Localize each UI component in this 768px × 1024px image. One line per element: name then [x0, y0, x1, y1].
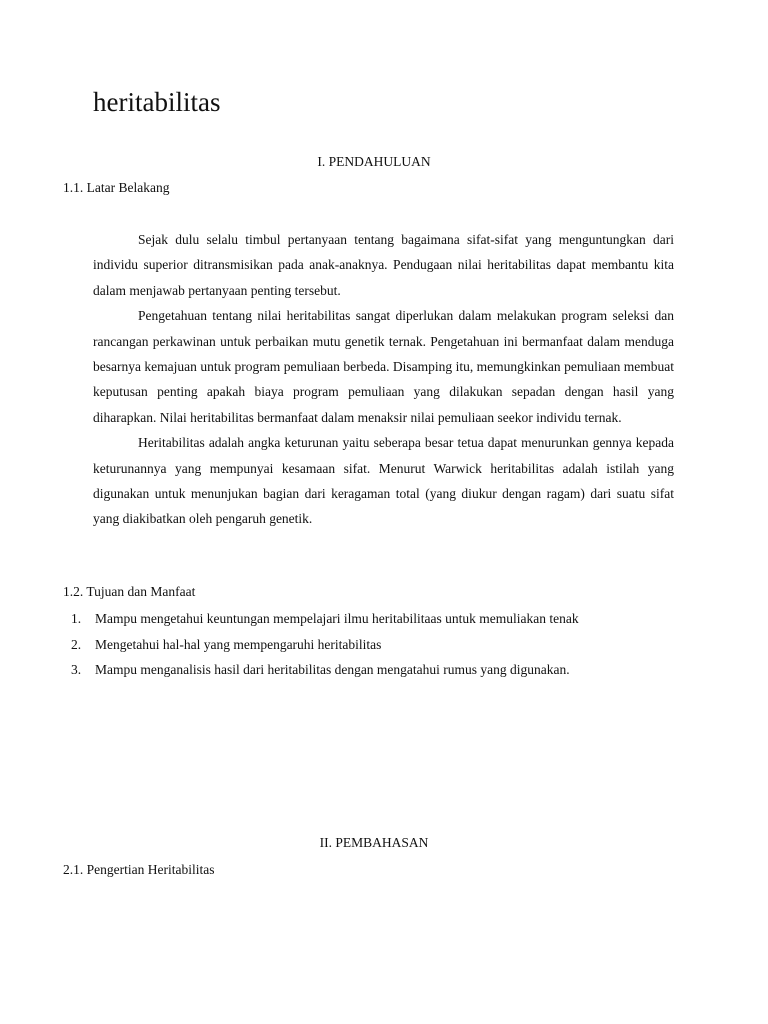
document-title: heritabilitas [93, 87, 221, 117]
list-item-text: Mengetahui hal-hal yang mempengaruhi heritabilitas [95, 636, 382, 652]
section-1-1-body [93, 227, 674, 532]
list-item-number: 1. [71, 611, 82, 626]
list-item-text: Mampu mengetahui keuntungan mempelajari ilmu heritabilitaas untuk memuliakan tenak [95, 611, 579, 626]
list-item [63, 606, 579, 632]
section-2-1-heading: 2.1. Pengertian Heritabilitas [63, 862, 215, 877]
list-item-number: 3. [71, 662, 82, 677]
section-1-1-heading: 1.1. Latar Belakang [63, 180, 170, 195]
list-item-number: 2. [71, 636, 82, 652]
paragraph-2: Pengetahuan tentang nilai heritabilitas sangat diperlukan dalam melakukan program seleksi dan rancangan perkawinan untuk perbaikan mutu genetik ternak. Pengetahuan ini bermanfaat dalam menduga besarnya kemajuan untuk program pemuliaan berbeda. Disamping itu, memungkinkan pemuliaan membuat keputusan penting apakah biaya program pemuliaan yang dilakukan sepadan dengan hasil yang diharapkan. Nilai heritabilitas bermanfaat dalam menaksir nilai pemuliaan seekor individu ternak. [93, 308, 674, 425]
section-1-2-heading: 1.2. Tujuan dan Manfaat [63, 584, 196, 599]
chapter-2-title: II. PEMBAHASAN [319, 835, 429, 850]
list-item [63, 632, 579, 658]
paragraph-3: Heritabilitas adalah angka keturunan yaitu seberapa besar tetua dapat menurunkan gennya kepada keturunannya yang mempunyai kesamaan sifat. Menurut Warwick heritabilitas adalah istilah yang digunakan untuk menunjukan bagian dari keragaman total (yang diukur dengan ragam) dari suatu sifat yang diakibatkan oleh pengaruh genetik. [93, 435, 674, 527]
list-item [63, 657, 579, 683]
paragraph-1: Sejak dulu selalu timbul pertanyaan tentang bagaimana sifat-sifat yang menguntungkan dari individu superior ditransmisikan pada anak-anaknya. Pendugaan nilai heritabilitas dapat membantu kita dalam menjawab pertanyaan penting tersebut. [93, 232, 674, 298]
chapter-1-title: I. PENDAHULUAN [317, 154, 431, 169]
objectives-list [63, 606, 579, 683]
list-item-text: Mampu menganalisis hasil dari heritabilitas dengan mengatahui rumus yang digunakan. [95, 662, 570, 677]
